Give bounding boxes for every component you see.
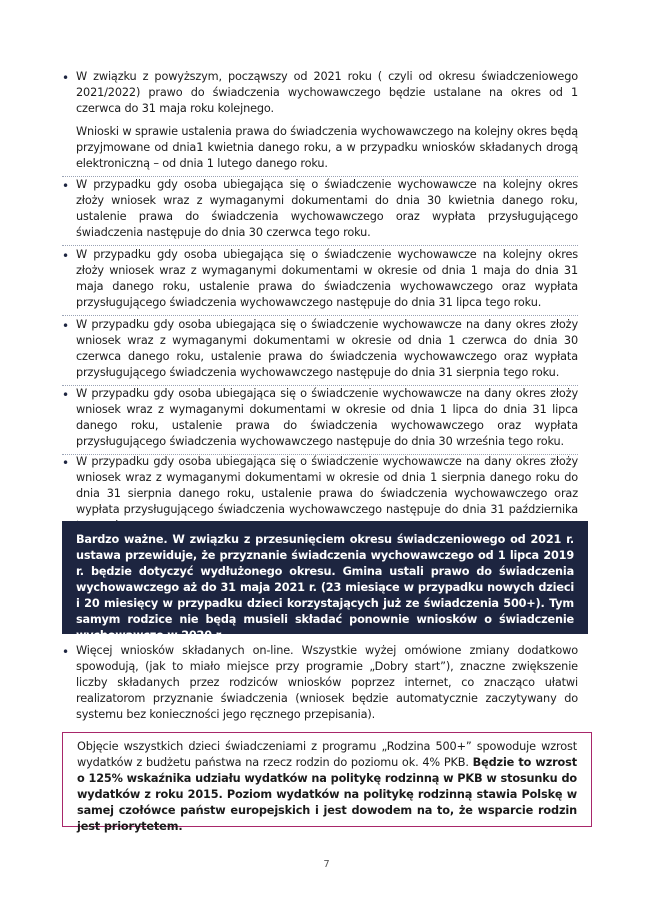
important-notice-text: Bardzo ważne. W związku z przesunięciem okresu świadczeniowego od 2021 r. ustawa przewiduje, że przyznanie świadczenia wychowawczego od 1 lipca 2019 r. będzie dotyczyć wydłużonego okresu. Gmina ustali prawo do świadczenia wychowawczego aż do 31 maja 2021 r. (23 miesiące w przypadku nowych dzieci i 20 miesięcy w przypadku dzieci korzystających już ze świadczenia 500+). Tym samym rodzice nie będą musieli składać ponownie wniosków o świadczenie wychowawcze w 2020 r. bbox=[76, 533, 574, 642]
note-text-regular: Objęcie wszystkich dzieci świadczeniami z programu „Rodzina 500+” spowoduje wzrost wydatków z budżetu państwa na rzecz rodzin do poziomu ok. 4% PKB. bbox=[77, 740, 577, 769]
list-item bbox=[62, 177, 578, 246]
bullet-icon: • bbox=[62, 645, 70, 659]
page-number: 7 bbox=[323, 859, 330, 870]
bullet-icon: • bbox=[62, 179, 70, 193]
list-item bbox=[62, 386, 578, 455]
highlight-note-box bbox=[62, 732, 592, 833]
note-text bbox=[77, 739, 577, 835]
list-item-text: W przypadku gdy osoba ubiegająca się o świadczenie wychowawcze na dany okres złoży wniosek wraz z wymaganymi dokumentami w okresie od dnia 1 lipca do dnia 31 lipca danego roku, ustalenie prawa do świadczenia wychowawczego oraz wypłata przysługującego świadczenia wychowawczego następuje do dnia 30 września tego roku. bbox=[76, 387, 578, 448]
list-item-text: Więcej wniosków składanych on-line. Wszystkie wyżej omówione zmiany dodatkowo spowodują, (jak to miało miejsce przy programie „Dobry start”), znaczne zwiększenie liczby składanych przez rodziców wniosków poprzez internet, co znacząco ułatwi realizatorom przyznanie świadczenia (wniosek będzie automatycznie zaczytywany do systemu bez konieczności jego ręcznego przepisania). bbox=[76, 644, 578, 721]
list-item-text: W przypadku gdy osoba ubiegająca się o świadczenie wychowawcze na dany okres złoży wniosek wraz z wymaganymi dokumentami w okresie od dnia 1 czerwca do dnia 30 czerwca danego roku, ustalenie prawa do świadczenia wychowawczego oraz wypłata przysługującego świadczenia wychowawczego następuje do dnia 31 sierpnia tego roku. bbox=[76, 318, 578, 379]
list-item-text: W związku z powyższym, począwszy od 2021 roku ( czyli od okresu świadczeniowego 2021/2022) prawo do świadczenia wychowawczego będzie ustalane na okres od 1 czerwca do 31 maja roku kolejnego. bbox=[76, 70, 578, 115]
bullet-icon: • bbox=[62, 249, 70, 263]
bullet-icon: • bbox=[62, 456, 70, 470]
note-text-bold: Będzie to wzrost o 125% wskaźnika udziału wydatków na politykę rodzinną w PKB w stosunku do wydatków z roku 2015. Poziom wydatków na politykę rodzinną stawia Polskę w samej czołówce państw europejskich i jest dowodem na to, że wsparcie rodzin jest priorytetem. bbox=[77, 756, 577, 833]
bullet-icon: • bbox=[62, 71, 70, 85]
important-notice-box bbox=[62, 521, 588, 642]
list-item-text: W przypadku gdy osoba ubiegająca się o świadczenie wychowawcze na kolejny okres złoży wniosek wraz z wymaganymi dokumentami w okresie od dnia 1 maja do dnia 31 maja danego roku, ustalenie prawa do świadczenia wychowawczego oraz wypłata przysługującego świadczenia wychowawczego następuje do dnia 31 lipca tego roku. bbox=[76, 248, 578, 309]
list-item bbox=[62, 317, 578, 386]
list-item-text: W przypadku gdy osoba ubiegająca się o świadczenie wychowawcze na dany okres złoży wniosek wraz z wymaganymi dokumentami w okresie od dnia 1 sierpnia danego roku do dnia 31 sierpnia danego roku, ustalenie prawa do świadczenia wychowawczego oraz wypłata przysługującego świadczenia wychowawczego następuje do dnia 31 października bbox=[76, 455, 578, 516]
list-item bbox=[62, 643, 578, 727]
bullet-icon: • bbox=[62, 388, 70, 402]
list-item-subtext: Wnioski w sprawie ustalenia prawa do świadczenia wychowawczego na kolejny okres będą przyjmowane od dnia1 kwietnia danego roku, a w przypadku wniosków składanych drogą elektroniczną – od dnia 1 lutego danego roku. bbox=[76, 125, 578, 170]
list-item bbox=[62, 69, 578, 177]
list-item bbox=[62, 247, 578, 316]
list-item-text: W przypadku gdy osoba ubiegająca się o świadczenie wychowawcze na kolejny okres złoży wniosek wraz z wymaganymi dokumentami do dnia 30 kwietnia danego roku, ustalenie prawa do świadczenia wychowawczego oraz wypłata przysługującego świadczenia następuje do dnia 30 czerwca tego roku. bbox=[76, 178, 578, 239]
bullet-icon: • bbox=[62, 319, 70, 333]
